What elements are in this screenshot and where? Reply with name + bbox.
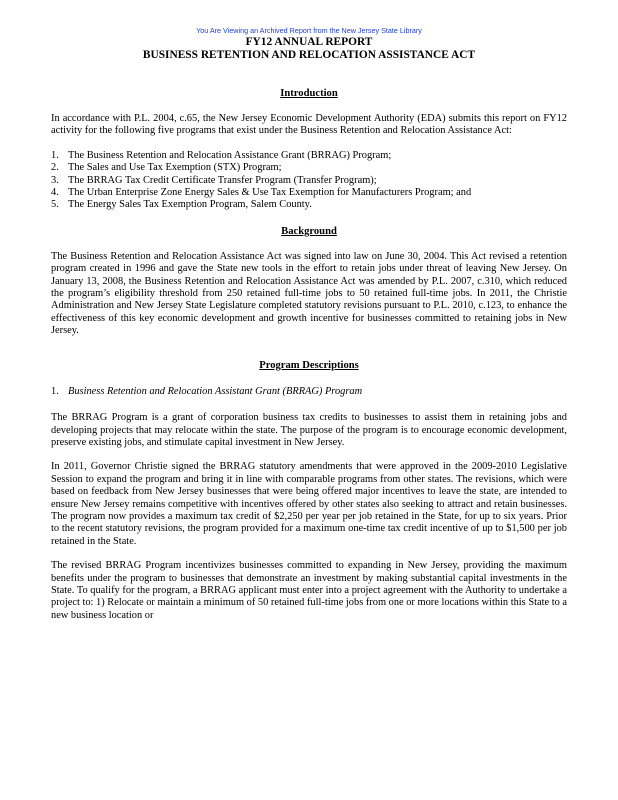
list-item-text: The Sales and Use Tax Exemption (STX) Program;	[68, 162, 282, 174]
report-title-line2: BUSINESS RETENTION AND RELOCATION ASSISTANCE ACT	[142, 49, 476, 61]
brrag-overview-paragraph: The BRRAG Program is a grant of corporation business tax credits to businesses to assist them in retaining jobs and developing projects that may relocate within the state. The purpose of the program is to encourage economic development, preserve existing jobs, and stimulate capital investment in New Jersey.	[51, 412, 567, 448]
list-item-text: The Business Retention and Relocation Assistance Grant (BRRAG) Program;	[68, 149, 392, 161]
subsection-number: 1.	[51, 385, 59, 397]
brrag-revised-paragraph: The revised BRRAG Program incentivizes businesses committed to expanding in New Jersey, providing the maximum benefits under the program to businesses that demonstrate an investment by making substantial capital investments in the State. To qualify for the program, a BRRAG applicant must enter into a project agreement with the Authority to undertake a project to: 1) Relocate or maintain a minimum of 50 retained full-time jobs from one or more locations within this State to a new business location or	[51, 560, 567, 621]
report-title-line1: FY12 ANNUAL REPORT	[245, 36, 373, 48]
program-descriptions-heading: Program Descriptions	[259, 359, 359, 371]
background-heading: Background	[281, 225, 337, 237]
archive-banner: You Are Viewing an Archived Report from the New Jersey State Library	[196, 26, 422, 35]
list-item-number: 1.	[51, 149, 59, 161]
subsection-title	[51, 386, 567, 398]
list-item-number: 3.	[51, 174, 59, 186]
list-item-text: The Urban Enterprise Zone Energy Sales & Use Tax Exemption for Manufacturers Program; and	[68, 187, 472, 199]
subsection-title-text: Business Retention and Relocation Assistant Grant (BRRAG) Program	[68, 385, 363, 397]
introduction-paragraph: In accordance with P.L. 2004, c.65, the New Jersey Economic Development Authority (EDA) submits this report on FY12 activity for the following five programs that exist under the Business Retention and Relocation Assistance Act:	[51, 113, 567, 137]
background-paragraph: The Business Retention and Relocation Assistance Act was signed into law on June 30, 2004. This Act revised a retention program created in 1996 and gave the State new tools in the effort to retain jobs under threat of leaving New Jersey. On January 13, 2008, the Business Retention and Relocation Assistance Act was amended by P.L. 2007, c.310, which reduced the program’s eligibility threshold from 250 retained full-time jobs to 50 retained full-time jobs. In 2011, the Christie Administration and New Jersey State Legislature completed statutory revisions pursuant to P.L. 2010, c.123, to enhance the effectiveness of this key economic development and growth incentive for businesses committed to retaining jobs in New Jersey.	[51, 250, 567, 337]
list-item	[51, 150, 567, 162]
list-item	[51, 187, 567, 199]
list-item-number: 2.	[51, 162, 59, 174]
introduction-heading: Introduction	[280, 88, 338, 99]
program-list	[51, 150, 567, 212]
list-item-number: 4.	[51, 187, 59, 199]
list-item-number: 5.	[51, 199, 59, 211]
list-item	[51, 162, 567, 174]
list-item-text: The Energy Sales Tax Exemption Program, Salem County.	[68, 199, 312, 211]
list-item	[51, 175, 567, 187]
list-item	[51, 199, 567, 211]
brrag-amendments-paragraph: In 2011, Governor Christie signed the BRRAG statutory amendments that were approved in the 2009-2010 Legislative Session to expand the program and bring it in line with comparable programs from other states. The revisions, which were based on feedback from New Jersey businesses that were being offered major incentives to leave the state, are intended to ensure New Jersey remains competitive with incentives offered by other states also seeking to attract and retain businesses. The program now provides a maximum tax credit of $2,250 per year per job retained in the State, for up to six years. Prior to the recent statutory revisions, the program provided for a maximum one-time tax credit incentive of up to $1,500 per job retained in the State.	[51, 461, 567, 547]
list-item-text: The BRRAG Tax Credit Certificate Transfer Program (Transfer Program);	[68, 174, 377, 186]
